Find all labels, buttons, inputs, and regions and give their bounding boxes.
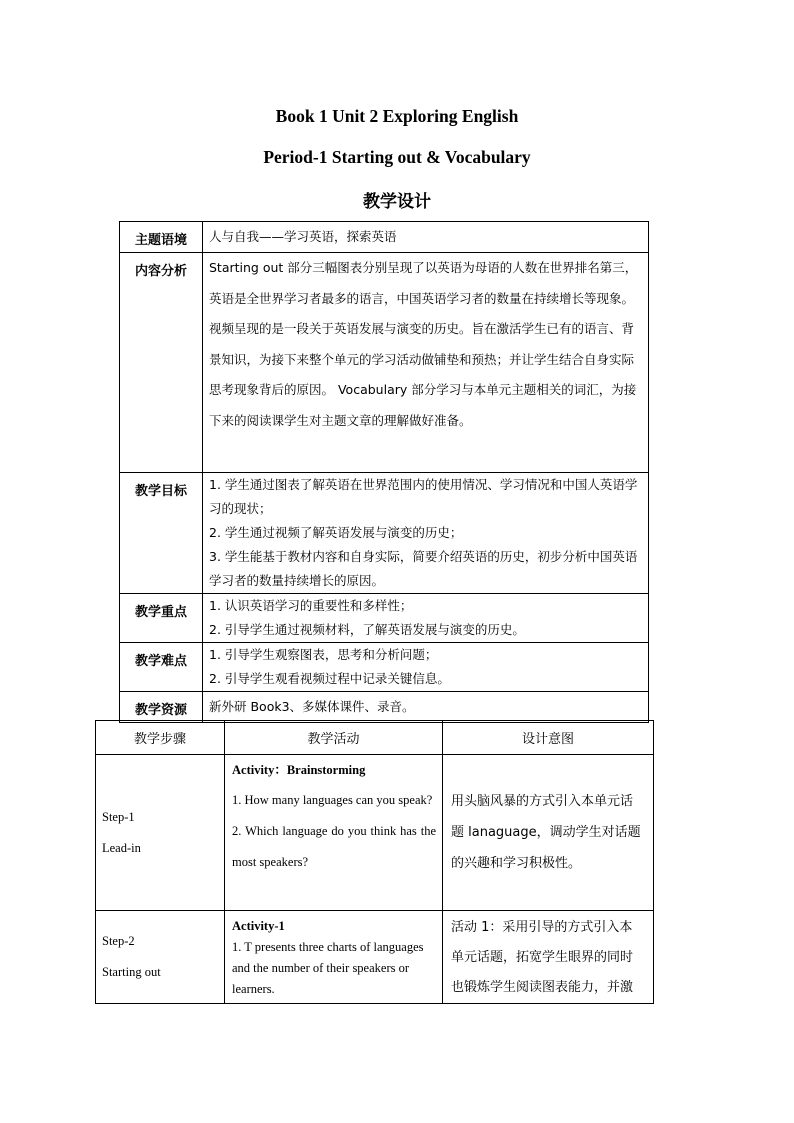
row-content-objectives: [203, 473, 649, 594]
activity-cell: [225, 911, 443, 1004]
activity-cell: [225, 755, 443, 911]
row-content-analysis: Starting out 部分三幅图表分别呈现了以英语为母语的人数在世界排名第三，英语是全世界学习者最多的语言，中国英语学习者的数量在持续增长等现象。视频呈现的是一段关于英语发展与演变的历史。旨在激活学生已有的语言、背景知识，为接下来整个单元的学习活动做铺垫和预热；并让学生结合自身实际思考现象背后的原因。 Vocabulary 部分学习与本单元主题相关的词汇，为接下来的阅读课学生对主题文章的理解做好准备。: [203, 253, 649, 473]
row-label-key-points: 教学重点: [120, 594, 203, 643]
row-label-difficulties: 教学难点: [120, 643, 203, 692]
document-title: Book 1 Unit 2 Exploring English: [275, 106, 519, 126]
table-row: [120, 473, 649, 594]
row-label-content-analysis: 内容分析: [120, 253, 203, 473]
header-activity: 教学活动: [225, 721, 443, 755]
list-item: 2. 引导学生观看视频过程中记录关键信息。: [209, 671, 450, 686]
lesson-info-table: [119, 221, 649, 723]
table-row: [96, 755, 654, 911]
list-item: 1. 引导学生观察图表，思考和分析问题；: [209, 647, 438, 662]
table-row: [120, 594, 649, 643]
list-item: 3. 学生能基于教材内容和自身实际，简要介绍英语的历史，初步分析中国英语学习者的数量持续增长的原因。: [209, 549, 638, 588]
step-name: Lead-in: [102, 840, 141, 855]
table-row: [120, 222, 649, 253]
header-intent: 设计意图: [443, 721, 654, 755]
intent-cell: 用头脑风暴的方式引入本单元话题 lanaguage，调动学生对话题的兴趣和学习积极性。: [443, 755, 654, 911]
step-number: Step-2: [102, 934, 135, 948]
row-content-resources: 新外研 Book3、多媒体课件、录音。: [203, 692, 649, 723]
row-label-resources: 教学资源: [120, 692, 203, 723]
step-cell: [96, 755, 225, 911]
intent-cell: 活动 1：采用引导的方式引入本单元话题，拓宽学生眼界的同时也锻炼学生阅读图表能力，并激: [443, 911, 654, 1004]
list-item: 2. 学生通过视频了解英语发展与演变的历史；: [209, 525, 463, 540]
table-row: [120, 253, 649, 473]
activity-line: 2. Which language do you think has the most speakers?: [232, 824, 436, 869]
activity-line: 1. T presents three charts of languages and the number of their speakers or learners.: [232, 940, 424, 996]
teaching-steps-table: [95, 720, 654, 1004]
row-label-theme: 主题语境: [120, 222, 203, 253]
step-cell: [96, 911, 225, 1004]
row-content-key-points: [203, 594, 649, 643]
header-step: 教学步骤: [96, 721, 225, 755]
activity-title: Activity-1: [232, 919, 285, 933]
step-number: Step-1: [102, 809, 135, 824]
row-content-difficulties: [203, 643, 649, 692]
table-row: [120, 643, 649, 692]
list-item: 1. 学生通过图表了解英语在世界范围内的使用情况、学习情况和中国人英语学习的现状；: [209, 477, 638, 516]
row-content-theme: 人与自我——学习英语，探索英语: [203, 222, 649, 253]
table-header-row: [96, 721, 654, 755]
activity-title: Activity：Brainstorming: [232, 763, 366, 777]
period-title: Period-1 Starting out & Vocabulary: [263, 147, 531, 167]
table-row: [96, 911, 654, 1004]
table-row: [120, 692, 649, 723]
row-label-objectives: 教学目标: [120, 473, 203, 594]
activity-line: 1. How many languages can you speak?: [232, 793, 433, 807]
list-item: 1. 认识英语学习的重要性和多样性；: [209, 598, 413, 613]
section-title: 教学设计: [363, 192, 431, 212]
list-item: 2. 引导学生通过视频材料，了解英语发展与演变的历史。: [209, 622, 525, 637]
step-name: Starting out: [102, 965, 161, 979]
